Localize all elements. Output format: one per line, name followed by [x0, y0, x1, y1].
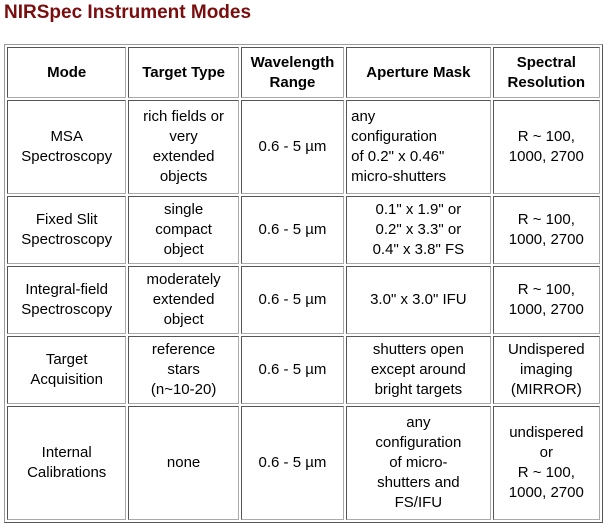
- cell-wavelength: [241, 196, 344, 264]
- table-row: [7, 336, 600, 404]
- header-row: [7, 47, 600, 98]
- cell-text-line: objects: [159, 168, 208, 185]
- cell-text-line: Spectral: [516, 53, 576, 71]
- cell-text-line: 3.0" x 3.0" IFU: [370, 291, 467, 308]
- cell-text-line: Integral-field: [25, 281, 108, 298]
- cell-text-line: 0.6 - 5 µm: [258, 291, 327, 308]
- cell-text-line: Spectroscopy: [21, 301, 113, 318]
- cell-text-line: stars: [167, 361, 200, 378]
- cell-text-line: none: [166, 454, 201, 471]
- cell-text-line: R ~ 100,: [517, 464, 575, 481]
- table-row: [7, 196, 600, 264]
- cell-text-line: 1000, 2700: [508, 484, 584, 501]
- cell-target-type: [128, 196, 238, 264]
- cell-text-line: 0.6 - 5 µm: [258, 221, 327, 238]
- cell-text-line: shutters and: [377, 474, 460, 491]
- cell-text-line: Undispered: [507, 341, 585, 358]
- cell-text-line: reference: [151, 341, 216, 358]
- cell-text-line: Internal: [41, 444, 92, 461]
- cell-text-line: any: [406, 414, 431, 431]
- cell-text-line: extended: [152, 291, 215, 308]
- cell-text-line: bright targets: [374, 381, 463, 398]
- cell-text-line: shutters open: [372, 341, 464, 358]
- cell-text-line: object: [163, 311, 204, 328]
- cell-mode: [7, 196, 126, 264]
- cell-text-line: of 0.2" x 0.46": [351, 148, 445, 165]
- cell-text-line: Acquisition: [30, 371, 103, 388]
- cell-text-line: 0.1" x 1.9" or: [375, 201, 462, 218]
- cell-resolution: [493, 406, 600, 520]
- cell-text-line: R ~ 100,: [517, 281, 575, 298]
- cell-text-line: compact: [155, 221, 212, 238]
- cell-text-line: (MIRROR): [510, 381, 582, 398]
- cell-mode: [7, 336, 126, 404]
- cell-text-line: single: [163, 201, 204, 218]
- cell-text-line: (n~10-20): [150, 381, 217, 398]
- cell-resolution: [493, 336, 600, 404]
- table-row: [7, 266, 600, 334]
- cell-text-line: 0.6 - 5 µm: [258, 361, 327, 378]
- cell-text-line: Aperture Mask: [366, 63, 471, 81]
- cell-text-line: 1000, 2700: [508, 148, 584, 165]
- cell-text-line: 0.6 - 5 µm: [258, 454, 327, 471]
- cell-text-line: 1000, 2700: [508, 301, 584, 318]
- cell-text-line: Spectroscopy: [21, 148, 113, 165]
- cell-aperture: [346, 406, 490, 520]
- cell-wavelength: [241, 100, 344, 194]
- cell-mode: [7, 266, 126, 334]
- cell-text-line: except around: [370, 361, 466, 378]
- cell-text-line: Target: [45, 351, 88, 368]
- cell-target-type: [128, 336, 238, 404]
- cell-text-line: R ~ 100,: [517, 128, 575, 145]
- cell-wavelength: [241, 336, 344, 404]
- table-row: [7, 100, 600, 194]
- header-mode: [7, 47, 126, 98]
- page-title: NIRSpec Instrument Modes: [4, 2, 252, 23]
- header-target-type: [128, 47, 238, 98]
- cell-text-line: FS/IFU: [394, 494, 443, 511]
- cell-target-type: [128, 266, 238, 334]
- cell-text-line: micro-shutters: [351, 168, 447, 185]
- cell-text-line: rich fields or: [143, 108, 225, 125]
- cell-text-line: 0.2" x 3.3" or: [375, 221, 462, 238]
- cell-target-type: [128, 100, 238, 194]
- cell-text-line: moderately: [146, 271, 221, 288]
- cell-aperture: [346, 100, 490, 194]
- cell-text-line: of micro-: [389, 454, 448, 471]
- cell-aperture: [346, 336, 490, 404]
- instrument-modes-table: [4, 44, 603, 523]
- cell-text-line: extended: [152, 148, 215, 165]
- cell-aperture: [346, 196, 490, 264]
- cell-aperture: [346, 266, 490, 334]
- cell-text-line: configuration: [375, 434, 462, 451]
- cell-text-line: object: [163, 241, 204, 258]
- cell-text-line: 1000, 2700: [508, 231, 584, 248]
- header-wavelength-range: [241, 47, 344, 98]
- cell-text-line: Spectroscopy: [21, 231, 113, 248]
- cell-text-line: Target Type: [142, 63, 225, 81]
- cell-text-line: Range: [269, 73, 316, 91]
- cell-text-line: imaging: [520, 361, 573, 378]
- header-spectral-resolution: [493, 47, 600, 98]
- cell-wavelength: [241, 266, 344, 334]
- cell-text-line: Calibrations: [27, 464, 107, 481]
- cell-resolution: [493, 100, 600, 194]
- cell-resolution: [493, 196, 600, 264]
- cell-mode: [7, 406, 126, 520]
- cell-text-line: undispered: [509, 424, 584, 441]
- cell-text-line: Mode: [47, 63, 87, 81]
- cell-text-line: Resolution: [507, 73, 586, 91]
- cell-text-line: configuration: [351, 128, 438, 145]
- cell-text-line: MSA: [50, 128, 83, 145]
- cell-text-line: Wavelength: [250, 53, 335, 71]
- cell-text-line: any: [351, 108, 376, 125]
- cell-target-type: [128, 406, 238, 520]
- cell-text-line: R ~ 100,: [517, 211, 575, 228]
- cell-mode: [7, 100, 126, 194]
- table-row: [7, 406, 600, 520]
- header-aperture-mask: [346, 47, 490, 98]
- cell-text-line: 0.4" x 3.8" FS: [372, 241, 465, 258]
- cell-text-line: very: [169, 128, 198, 145]
- cell-resolution: [493, 266, 600, 334]
- cell-text-line: 0.6 - 5 µm: [258, 138, 327, 155]
- cell-wavelength: [241, 406, 344, 520]
- cell-text-line: Fixed Slit: [35, 211, 98, 228]
- cell-text-line: or: [539, 444, 553, 461]
